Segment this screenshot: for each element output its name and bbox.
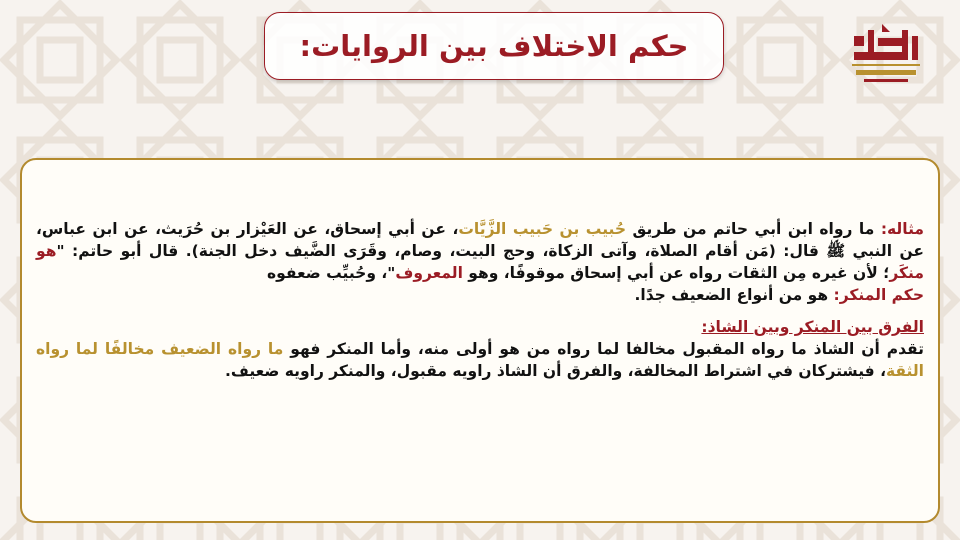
section2-heading: الفرق بين المنكر وبين الشاذ: bbox=[701, 318, 924, 336]
title-box bbox=[264, 12, 724, 80]
example-label: مثاله: bbox=[880, 220, 924, 238]
section2-heading-line bbox=[36, 316, 924, 338]
paragraph-difference bbox=[36, 338, 924, 382]
example-text-2: ، عن أبي إسحاق، عن العَيْزار بن حُرَيث، عن ابن عباس، عن النبي ﷺ قال: (مَن أقام الصلاة، وآتى الزكاة، وحج البيت، وصام، وقَرَى الضَّيف دخل الجنة). قال أبو حاتم: " bbox=[36, 220, 924, 260]
example-text-3: ؛ لأن غيره مِن الثقات رواه عن أبي إسحاق موقوفًا، وهو bbox=[462, 264, 890, 282]
difference-text-2: ، فيشتركان في اشتراط المخالفة، والفرق أن الشاذ راويه مقبول، والمنكر راويه ضعيف. bbox=[224, 362, 886, 380]
paragraph-ruling bbox=[36, 284, 924, 306]
paragraph-example bbox=[36, 218, 924, 284]
difference-highlight: ما رواه الضعيف مخالفًا لما رواه الثقة bbox=[36, 340, 924, 380]
slide-title: حكم الاختلاف بين الروايات: bbox=[299, 29, 689, 63]
ahkam-logo-icon bbox=[842, 22, 928, 96]
ruling-label: حكم المنكر: bbox=[833, 286, 924, 304]
ruling-text: هو من أنواع الضعيف جدًا. bbox=[634, 286, 834, 304]
munkar-phrase: هو منكَر bbox=[36, 242, 924, 282]
content-text bbox=[36, 218, 924, 382]
content-box bbox=[20, 158, 940, 523]
example-text-1: ما رواه ابن أبي حاتم من طريق bbox=[626, 220, 881, 238]
example-text-4: "، وحُبيِّب ضعفوه bbox=[266, 264, 396, 282]
narrator-name: حُبيب بن حَبيب الزَّيَّات bbox=[458, 220, 627, 238]
maruf-word: المعروف bbox=[395, 264, 463, 282]
difference-text-1: تقدم أن الشاذ ما رواه المقبول مخالفا لما رواه من هو أولى منه، وأما المنكر فهو bbox=[283, 340, 925, 358]
